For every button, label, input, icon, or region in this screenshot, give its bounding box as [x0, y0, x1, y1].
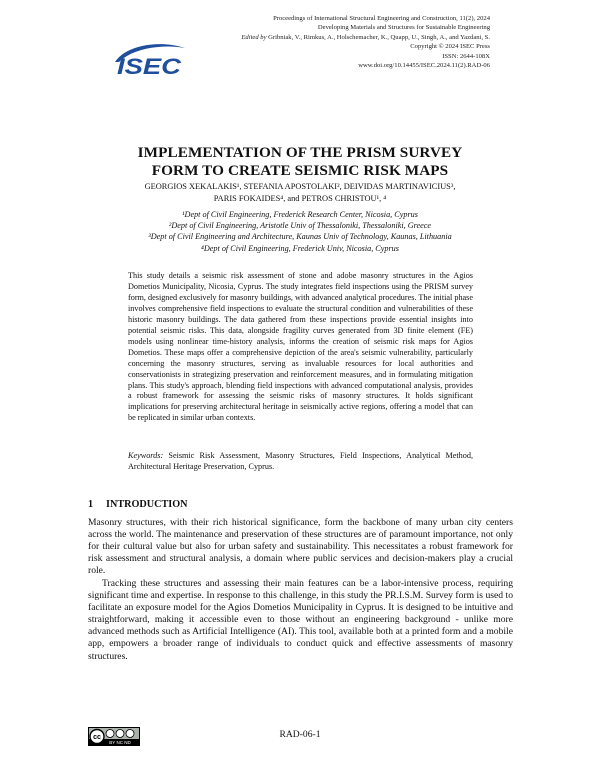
affiliations: [0, 209, 600, 254]
logo-text: ISEC: [117, 54, 183, 79]
header-line-1: Proceedings of International Structural Engineering and Construction, 11(2), 2024: [273, 15, 490, 22]
abstract: This study details a seismic risk assessment of stone and adobe masonry structures in the Agios Dometios Municipality, Nicosia, Cyprus. The study integrates field inspections using the PRISM survey form, designed exclusively for masonry buildings, with advanced analytical procedures. The initial phase involves comprehensive field inspections to evaluate the structural condition and vulnerabilities of these historic masonry buildings. The data gathered from these inspections provide essential insights into potential seismic risks. This data, alongside fragility curves generated from 3D finite element (FE) models using nonlinear time-history analysis, informs the creation of seismic risk maps for Agios Dometios. These maps offer a comprehensive depiction of the area's seismic vulnerability, particularly concerning the masonry structures, serving as invaluable resources for local authorities and conservationists in strategizing preservation and reinforcement measures, and in formulating mitigation plans. This study's approach, blending field inspections with advanced computational analysis, provides a robust framework for assessing the seismic risks of masonry structures. It holds significant implications for preserving architectural heritage in seismically active regions, offering a model that can be replicated in similar urban contexts.: [128, 271, 473, 423]
cc-license-text: BY NC ND: [109, 740, 131, 745]
affiliation-2: ²Dept of Civil Engineering, Aristotle Univ of Thessaloniki, Thessaloniki, Greece: [168, 221, 432, 231]
section-number: 1: [88, 499, 94, 510]
cc-icon-glyph: cc: [93, 734, 101, 741]
keywords: [128, 451, 473, 473]
header-line-3: [110, 33, 490, 42]
title-line-2: FORM TO CREATE SEISMIC RISK MAPS: [151, 162, 449, 179]
paper-title: [0, 144, 600, 180]
section-title: INTRODUCTION: [106, 499, 188, 510]
authors-line-2: PARIS FOKAIDES⁴, and PETROS CHRISTOU¹, ⁴: [213, 194, 387, 204]
header-doi-link[interactable]: www.doi.org/10.14455/ISEC.2024.11(2).RAD-06: [358, 62, 490, 70]
title-line-1: IMPLEMENTATION OF THE PRISM SURVEY: [137, 144, 463, 161]
keywords-text: Seismic Risk Assessment, Masonry Structures, Field Inspections, Analytical Method, Architectural Heritage Preservation, Cyprus.: [128, 451, 474, 471]
header-editors: Gribniak, V., Rimkus, A., Holschemacher, K., Quapp, U., Singh, A., and Yazdani, S.: [268, 33, 490, 41]
intro-paragraph-1: Masonry structures, with their rich historical significance, form the backbone of many urban city centers across the world. The maintenance and preservation of these structures are of paramount importance, not only for their cultural value but also for urban safety and sustainability. This necessitates a robust framework for risk assessment and structural analysis, a domain where public services and decision-makers play a crucial role.: [88, 517, 513, 577]
keywords-label: Keywords:: [128, 451, 164, 460]
page-identifier: RAD-06-1: [279, 729, 321, 740]
header-line-5: ISSN: 2644-108X: [442, 52, 490, 60]
header-line-4: Copyright © 2024 ISEC Press: [410, 43, 490, 51]
author-list: [0, 181, 600, 205]
affiliation-3: ³Dept of Civil Engineering and Architecture, Kaunas Univ of Technology, Kaunas, Lithuania: [148, 232, 452, 242]
header-line-2: Developing Materials and Structures for Sustainable Engineering: [317, 24, 490, 32]
authors-line-1: GEORGIOS XEKALAKIS¹, STEFANIA APOSTOLAKI², DEIVIDAS MARTINAVICIUS³,: [144, 182, 456, 191]
header-edited-by: Edited by: [241, 33, 267, 41]
intro-paragraph-2: Tracking these structures and assessing their main features can be a labor-intensive process, requiring significant time and expertise. In response to this challenge, in this study the PR.I.S.M. Survey form is used to facilitate an exposure model for the Agios Dometios Municipality in Cyprus. It is designed to be intuitive and straightforward, making it accessible even to those without an engineering background - unlike more advanced methods such as Artificial Intelligence (AI). This tool, available both at a printed form and a mobile app, empowers a broader range of individuals to conduct quick and effective assessments of masonry structures.: [88, 578, 513, 662]
proceedings-header: [110, 14, 490, 70]
affiliation-1: ¹Dept of Civil Engineering, Frederick Research Center, Nicosia, Cyprus: [182, 210, 418, 219]
affiliation-4: ⁴Dept of Civil Engineering, Frederick Univ, Nicosia, Cyprus: [201, 243, 399, 253]
